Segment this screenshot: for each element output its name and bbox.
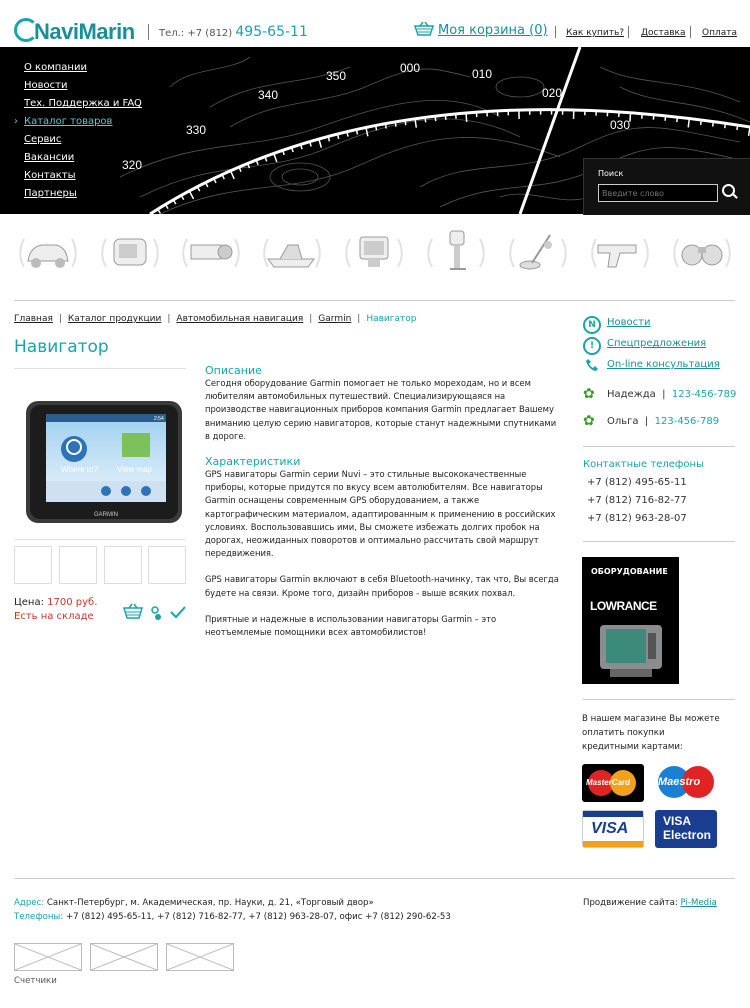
mastercard-logo: MasterCard: [582, 764, 644, 802]
visa-logo: VISA: [582, 810, 644, 848]
specs-text-2: GPS навигаторы Garmin включают в себя Bluetooth-начинку, так что, Вы всегда будете на связи. Кроме того, дизайн приборов - выше всяких похвал.: [205, 574, 559, 598]
svg-text:2:54: 2:54: [154, 416, 164, 422]
phone-number: +7 (812) 963-28-07: [587, 513, 687, 524]
product-price: Цена: 1700 руб.: [14, 597, 98, 608]
placeholder-cross-icon: [167, 944, 233, 970]
delivery-link[interactable]: Доставка: [641, 28, 686, 38]
counters-label: Счетчики: [14, 976, 57, 986]
compass-label: 010: [472, 67, 493, 81]
stock-status: Есть на складе: [14, 611, 94, 622]
payment-link[interactable]: Оплата: [702, 28, 737, 38]
compass-label: 330: [186, 123, 207, 137]
compass-label: 030: [610, 118, 631, 132]
nav-item-partners[interactable]: Партнеры: [24, 188, 77, 199]
phone-icon: [585, 358, 599, 372]
payment-info: В нашем магазине Вы можете оплатить покупки кредитными картами:: [582, 714, 720, 752]
breadcrumb-current: Навигатор: [366, 314, 417, 324]
category-fishfinder[interactable]: [344, 223, 404, 283]
divider: [14, 300, 735, 301]
sidebar-news-link[interactable]: Новости: [607, 317, 651, 328]
search-input[interactable]: [598, 184, 718, 202]
thumbnail[interactable]: [59, 546, 97, 584]
icq-flower-icon: ✿: [583, 413, 595, 429]
svg-text:Where to?: Where to?: [61, 465, 98, 474]
contact-olga: Ольга | 123-456-789: [607, 416, 720, 427]
description-heading: Описание: [205, 364, 262, 377]
footer-promo: Продвижение сайта: Pi-Media: [583, 898, 717, 908]
compass-label: 000: [400, 61, 421, 75]
gps-device-image: [14, 369, 186, 539]
counter-placeholder[interactable]: [14, 943, 82, 971]
compare-icon[interactable]: [150, 605, 164, 621]
icq-flower-icon: ✿: [583, 386, 595, 402]
description-text: Сегодня оборудование Garmin помогает не только мореходам, но и всем любителям автомобильных путешествий. Специализирующаяся на производстве навигационных приборов компания Garmin предлагает Вашему вниманию целую серию навигаторов, которые станут надежными спутниками в дороге.: [205, 378, 557, 441]
specs-text: GPS навигаторы Garmin серии Nuvi – это стильные высококачественные приборы, которые придутся по вкусу всем автолюбителям. Все навигаторы Garmin оснащены современным GPS оборудованием, а также картографическим материалом, адаптированным к применению в российских условиях. Воспользовавшись ими, Вы сможете избежать долгих пробок на дорогах, неожиданных поворотов и оптимально рассчитать свой маршрут передвижения.: [205, 469, 556, 559]
pistol-icon: [590, 223, 650, 283]
lowrance-ad-banner[interactable]: ОБОРУДОВАНИЕ LOWRANCE: [582, 557, 679, 684]
breadcrumb-home[interactable]: Главная: [14, 314, 53, 324]
how-to-buy-link[interactable]: Как купить?: [566, 28, 625, 38]
chevron-right-icon: ›: [14, 116, 18, 127]
header-phone: Тел.: +7 (812) 495-65-11: [148, 24, 308, 40]
binoculars-icon: [672, 223, 732, 283]
thumbnail[interactable]: [148, 546, 186, 584]
fishfinder-image: [596, 621, 666, 679]
maestro-logo: Maestro: [655, 764, 717, 802]
phones-heading: Контактные телефоны: [583, 459, 704, 470]
nav-item-contacts[interactable]: Контакты: [24, 170, 76, 181]
sidebar-offers-link[interactable]: Спецпредложения: [607, 338, 707, 349]
nav-item-jobs[interactable]: Вакансии: [24, 152, 75, 163]
category-car[interactable]: [18, 223, 78, 283]
basket-icon: [414, 22, 434, 36]
compass-label: 340: [258, 88, 279, 102]
category-outboard-motor[interactable]: [426, 223, 486, 283]
search-box: [583, 158, 750, 215]
search-label: Поиск: [598, 169, 624, 178]
category-camera[interactable]: [181, 223, 241, 283]
nav-item-service[interactable]: Сервис: [24, 134, 62, 145]
product-photo[interactable]: [14, 368, 186, 540]
footer-address: Адрес: Санкт-Петербург, м. Академическая, пр. Науки, д. 21, «Торговый двор»: [14, 898, 374, 908]
svg-text:GARMIN: GARMIN: [94, 512, 118, 518]
contact-nadezhda: Надежда | 123-456-789: [607, 389, 737, 400]
check-icon[interactable]: [170, 605, 186, 619]
placeholder-cross-icon: [15, 944, 81, 970]
specs-heading: Характеристики: [205, 455, 301, 469]
breadcrumb: Главная | Каталог продукции | Автомобильная навигация | Garmin | Навигатор: [14, 314, 417, 324]
pimedia-link[interactable]: Pi-Media: [680, 898, 717, 908]
nav-item-about[interactable]: О компании: [24, 62, 87, 73]
gps-handheld-icon: [100, 223, 160, 283]
category-binoculars[interactable]: [672, 223, 732, 283]
category-pistol[interactable]: [590, 223, 650, 283]
add-to-cart-icon[interactable]: [122, 603, 144, 619]
svg-text:View map: View map: [117, 465, 152, 474]
counter-placeholder[interactable]: [90, 943, 158, 971]
compass-label: 350: [326, 69, 347, 83]
cart-link[interactable]: Моя корзина (0): [438, 23, 548, 38]
counter-placeholder[interactable]: [166, 943, 234, 971]
category-metal-detector[interactable]: [508, 223, 568, 283]
phone-number: +7 (812) 495-65-11: [587, 477, 687, 488]
page-title: Навигатор: [14, 337, 109, 357]
sidebar-consult-link[interactable]: On-line консультация: [607, 359, 720, 370]
thumbnail[interactable]: [14, 546, 52, 584]
category-gps-handheld[interactable]: [100, 223, 160, 283]
cart[interactable]: [414, 22, 548, 38]
product-description: [205, 364, 561, 639]
car-icon: [18, 223, 78, 283]
phone-number: +7 (812) 716-82-77: [587, 495, 687, 506]
specs-text-3: Приятные и надежные в использовании навигаторы Garmin – это неотъемлемые помощники всех автомобилистов!: [205, 613, 497, 638]
footer-phones: Телефоны: +7 (812) 495-65-11, +7 (812) 716-82-77, +7 (812) 963-28-07, офис +7 (812) 290-62-53: [14, 912, 451, 922]
exclamation-icon: !: [583, 337, 601, 355]
thumbnail[interactable]: [104, 546, 142, 584]
divider: [583, 541, 735, 542]
nav-item-catalog[interactable]: › Каталог товаров: [14, 116, 113, 127]
fishfinder-icon: [344, 223, 404, 283]
placeholder-cross-icon: [91, 944, 157, 970]
visa-electron-logo: VISA Electron: [655, 810, 717, 848]
divider: [583, 446, 735, 447]
breadcrumb-garmin[interactable]: Garmin: [318, 314, 352, 324]
divider: [14, 878, 735, 879]
boat-icon: [262, 223, 322, 283]
site-logo[interactable]: NaviMarin: [14, 18, 135, 45]
main-nav: [14, 61, 142, 205]
divider: [583, 699, 735, 700]
search-icon[interactable]: [722, 184, 735, 197]
nav-item-support[interactable]: Тех. Поддержка и FAQ: [24, 98, 142, 109]
news-icon: N: [583, 316, 601, 334]
category-boat[interactable]: [262, 223, 322, 283]
outboard-motor-icon: [426, 223, 486, 283]
camera-icon: [181, 223, 241, 283]
nav-item-news[interactable]: Новости: [24, 80, 68, 91]
metal-detector-icon: [508, 223, 568, 283]
breadcrumb-catalog[interactable]: Каталог продукции: [67, 314, 162, 324]
breadcrumb-auto-nav[interactable]: Автомобильная навигация: [176, 314, 304, 324]
compass-label: 020: [542, 86, 563, 100]
compass-label: 320: [122, 158, 143, 172]
